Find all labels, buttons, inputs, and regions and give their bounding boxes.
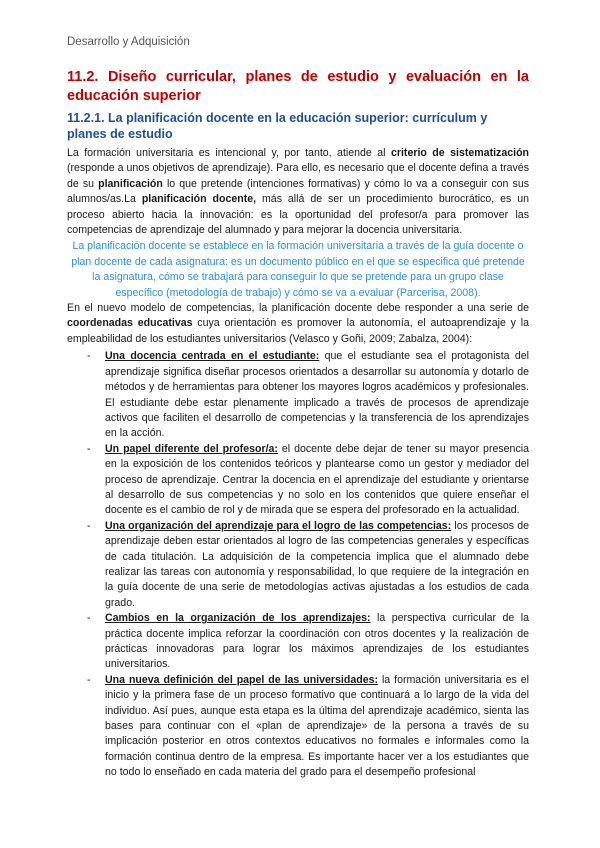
coordinates-list <box>67 349 529 780</box>
highlight-quote: La planificación docente se establece en la formación universitaria a través de la guía docente o plan docente de cada asignatura: es un documento público en el que se especifica qué pretende la asignatura, cómo se trabajará para conseguir lo que se pretende para un grupo clase específico (metodología de trabajo) y cómo se va a evaluar (Parcerisa, 2008). <box>71 240 525 299</box>
list-item: - Una nueva definición del papel de las universidades: la formación universitaria es el inicio y la primera fase de un proceso formativo que continuará a lo largo de la vida del individuo. Así pues, aunque esta etapa es la última del aprendizaje académico, sienta las bases para continuar con el «plan de aprendizaje» de la persona a través de su implicación posterior en otros contextos educativos no formales e informales como la formación continua dentro de la empresa. Es importante hacer ver a los estudiantes que no todo lo enseñado en cada materia del grado para el desempeño profesional <box>87 673 529 779</box>
paragraph-intro: La formación universitaria es intencional y, por tanto, atiende al criterio de sistematización (responde a unos objetivos de aprendizaje). Para ello, es necesario que el docente defina a través de su planificación lo que pretende (intenciones formativas) y cómo lo va a conseguir con sus alumnos/as.La planificación docente, más allá de ser un procedimiento burocrático, es un proceso abierto hacia la innovación: es la oportunidad del profesor/a para promover las competencias de aprendizaje del alumnado y para mejorar la docencia universitaria. <box>67 147 530 237</box>
list-item: - Una organización del aprendizaje para el logro de las competencias: los procesos de aprendizaje deben estar orientados al logro de las competencias generales y específicas de cada titulación. La adquisición de la competencia implica que el alumnado debe realizar las tareas con autonomía y responsabilidad, lo que requiere de la integración en la guía docente de una serie de metodologías activas ajustadas a los estudios de cada grado. <box>87 519 529 609</box>
subsection-title: 11.2.1. La planificación docente en la educación superior: currículum y planes de estudio <box>67 111 488 141</box>
section-title: 11.2. Diseño curricular, planes de estudio y evaluación en la educación superior <box>67 69 529 104</box>
list-item: - Una docencia centrada en el estudiante: que el estudiante sea el protagonista del aprendizaje significa diseñar procesos orientados a desarrollar su autonomía y dotarlo de métodos y de herramientas para obtener los mayores logros académicos y profesionales. El estudiante debe estar plenamente implicado a través de procesos de aprendizaje activos que faciliten el desarrollo de competencias y la transferencia de los aprendizajes en la acción. <box>87 350 529 440</box>
running-header: Desarrollo y Adquisición <box>67 36 190 48</box>
list-item: - Cambios en la organización de los aprendizajes: la perspectiva curricular de la práctica docente implica reforzar la coordinación con otros docentes y la realización de prácticas innovadoras para lograr los máximos aprendizajes de los estudiantes universitarios. <box>87 612 529 671</box>
page-content <box>67 68 529 781</box>
list-item: - Un papel diferente del profesor/a: el docente debe dejar de tener su mayor presencia en la exposición de los contenidos teóricos y plantearse como un gestor y mediador del proceso de aprendizaje. Centrar la docencia en el aprendizaje del estudiante y orientarse al desarrollo de sus competencias y no solo en los contenidos que quiere enseñar el docente es el cambio de rol y de mirada que se espera del profesorado en la actualidad. <box>87 442 529 517</box>
paragraph-coordinates: En el nuevo modelo de competencias, la planificación docente debe responder a una serie de coordenadas educativas cuya orientación es promover la autonomía, el autoaprendizaje y la empleabilidad de los estudiantes universitarios (Velasco y Goñi, 2009; Zabalza, 2004): <box>67 302 529 345</box>
